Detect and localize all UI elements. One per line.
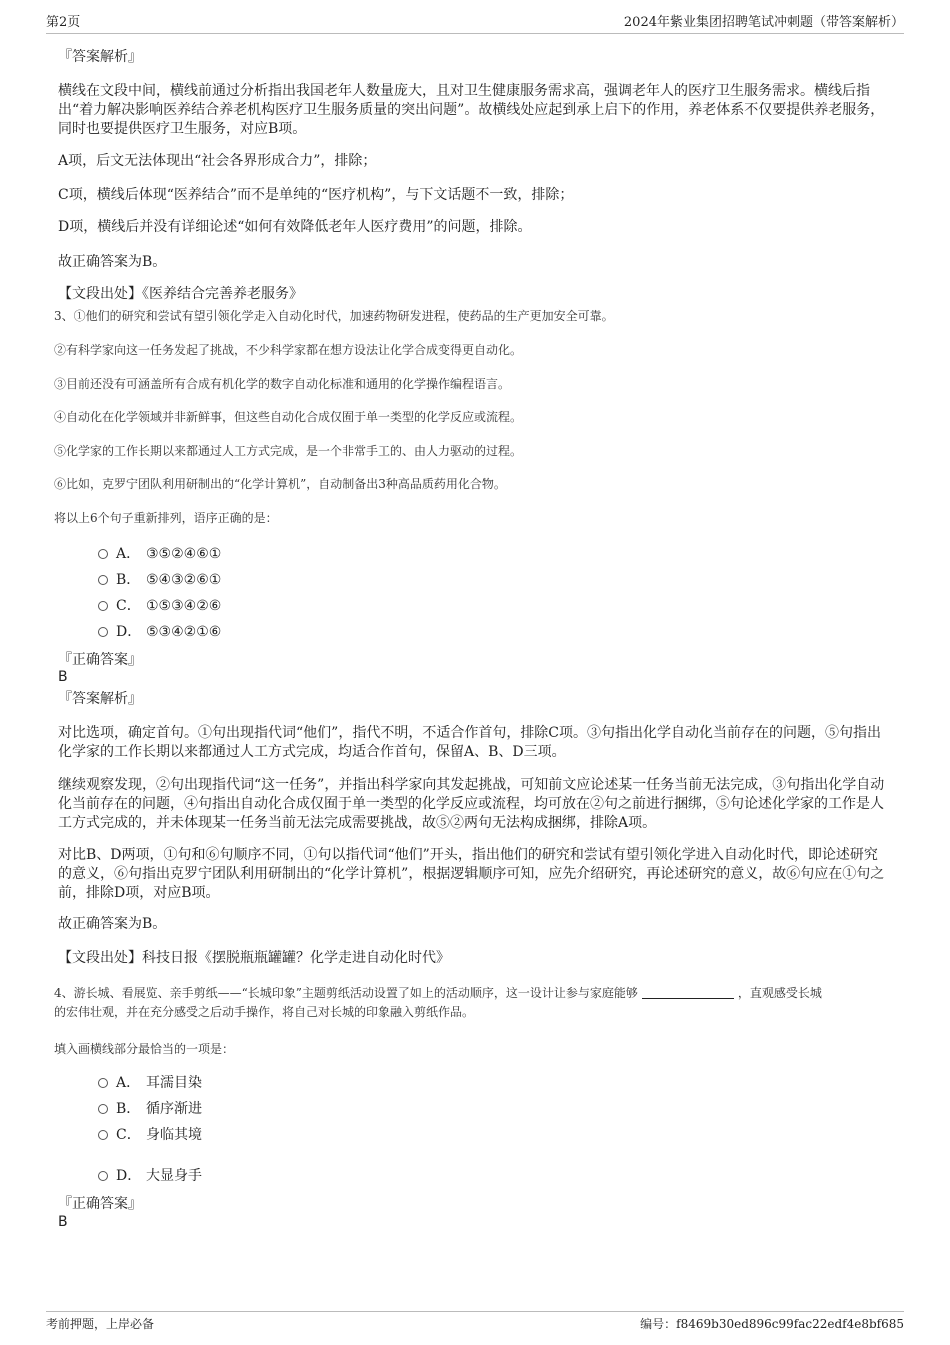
page-header — [46, 13, 904, 34]
page-number: 第2页 — [46, 15, 81, 30]
q4-answer: B — [58, 1214, 68, 1230]
radio-icon[interactable] — [98, 1078, 108, 1088]
q4-stem: 4、游长城、看展览、亲手剪纸——“长城印象”主题剪纸活动设置了如上的活动顺序，这一设计让参与家庭能够 ，直观感受长城 的宏伟壮观，并在充分感受之后动手操作，将自己对长城的印象融入剪纸作品。 — [54, 986, 822, 1019]
answer-blank — [642, 986, 734, 999]
footer-slogan: 考前押题，上岸必备 — [46, 1317, 155, 1331]
radio-icon[interactable] — [98, 1130, 108, 1140]
q3-sentence-6: ⑥比如，克罗宁团队利用研制出的“化学计算机”，自动制备出3种高品质药用化合物。 — [54, 477, 506, 491]
q3-analysis-p3: 对比B、D两项，①句和⑥句顺序不同，①句以指代词“他们”开头，指出他们的研究和尝试有望引领化学进入自动化时代，即论述研究的意义，⑥句指出克罗宁团队利用研制出的“化学计算机”，根据逻辑顺序可知，应先介绍研究，再论述研究的意义，故⑥句应在①句之前，排除D项，对应B项。 — [58, 847, 885, 901]
q3-option-a[interactable]: A． ③⑤②④⑥① — [98, 545, 221, 563]
q2-analysis-p3: C项，横线后体现“医养结合”而不是单纯的“医疗机构”，与下文话题不一致，排除； — [58, 187, 574, 203]
footer-code: 编号：f8469b30ed896c99fac22edf4e8bf685 — [640, 1317, 904, 1331]
q3-option-d[interactable]: D． ⑤③④②①⑥ — [98, 623, 221, 641]
radio-icon[interactable] — [98, 627, 108, 637]
q3-option-b[interactable]: B． ⑤④③②⑥① — [98, 571, 221, 589]
q3-option-c[interactable]: C． ①⑤③④②⑥ — [98, 597, 221, 615]
q3-analysis-p2: 继续观察发现，②句出现指代词“这一任务”，并指出科学家向其发起挑战，可知前文应论述某一任务当前无法完成，③句指出化学自动化当前存在的问题，④句指出自动化合成仅囿于单一类型的化学反应或流程，均可放在②句之前进行捆绑，⑤句论述化学家的工作是人工方式完成的，并未体现某一任务当前无法完成需要挑战，故⑤②两句无法构成捆绑，排除A项。 — [58, 777, 885, 831]
q4-prompt: 填入画横线部分最恰当的一项是： — [54, 1042, 235, 1056]
q3-source: 【文段出处】科技日报《摆脱瓶瓶罐罐？化学走进自动化时代》 — [58, 950, 450, 966]
q2-source: 【文段出处】《医养结合完善养老服务》 — [58, 286, 303, 302]
radio-icon[interactable] — [98, 549, 108, 559]
q3-sentence-3: ③目前还没有可涵盖所有合成有机化学的数字自动化标准和通用的化学操作编程语言。 — [54, 377, 511, 391]
q4-answer-label: 『正确答案』 — [58, 1196, 142, 1212]
q3-analysis-p1: 对比选项，确定首句。①句出现指代词“他们”，指代不明，不适合作首句，排除C项。③句指出化学自动化当前存在的问题，⑤句指出化学家的工作长期以来都通过人工方式完成，均适合作首句，保留A、B、D三项。 — [58, 725, 882, 760]
radio-icon[interactable] — [98, 601, 108, 611]
q3-analysis-label: 『答案解析』 — [58, 691, 142, 707]
q2-analysis-p5: 故正确答案为B。 — [58, 254, 167, 270]
q4-option-c[interactable]: C． 身临其境 — [98, 1126, 202, 1144]
q3-answer: B — [58, 669, 68, 685]
radio-icon[interactable] — [98, 1104, 108, 1114]
q4-option-b[interactable]: B． 循序渐进 — [98, 1100, 202, 1118]
radio-icon[interactable] — [98, 575, 108, 585]
q3-sentence-1: 3、①他们的研究和尝试有望引领化学走入自动化时代，加速药物研发进程，使药品的生产更加安全可靠。 — [54, 309, 614, 323]
q4-option-a[interactable]: A． 耳濡目染 — [98, 1074, 202, 1092]
q3-sentence-2: ②有科学家向这一任务发起了挑战，不少科学家都在想方设法让化学合成变得更自动化。 — [54, 343, 523, 357]
q2-analysis-p4: D项，横线后并没有详细论述“如何有效降低老年人医疗费用”的问题，排除。 — [58, 219, 532, 235]
q3-sentence-4: ④自动化在化学领域并非新鲜事，但这些自动化合成仅囿于单一类型的化学反应或流程。 — [54, 410, 523, 424]
page-footer — [46, 1311, 904, 1334]
q4-option-d[interactable]: D． 大显身手 — [98, 1167, 202, 1185]
q2-analysis-label: 『答案解析』 — [58, 49, 142, 65]
radio-icon[interactable] — [98, 1171, 108, 1181]
q3-sentence-5: ⑤化学家的工作长期以来都通过人工方式完成，是一个非常手工的、由人力驱动的过程。 — [54, 444, 523, 458]
document-title: 2024年紫业集团招聘笔试冲刺题（带答案解析） — [623, 15, 904, 30]
q2-analysis-p1: 横线在文段中间，横线前通过分析指出我国老年人数量庞大，且对卫生健康服务需求高，强调老年人的医疗卫生服务需求。横线后指出“着力解决影响医养结合养老机构医疗卫生服务质量的突出问题”。故横线处应起到承上启下的作用，养老体系不仅要提供养老服务，同时也要提供医疗卫生服务，对应B项。 — [58, 83, 885, 137]
q3-prompt: 将以上6个句子重新排列，语序正确的是： — [54, 511, 278, 525]
q3-answer-label: 『正确答案』 — [58, 652, 142, 668]
q3-analysis-p4: 故正确答案为B。 — [58, 916, 167, 932]
q2-analysis-p2: A项，后文无法体现出“社会各界形成合力”，排除； — [58, 153, 377, 169]
